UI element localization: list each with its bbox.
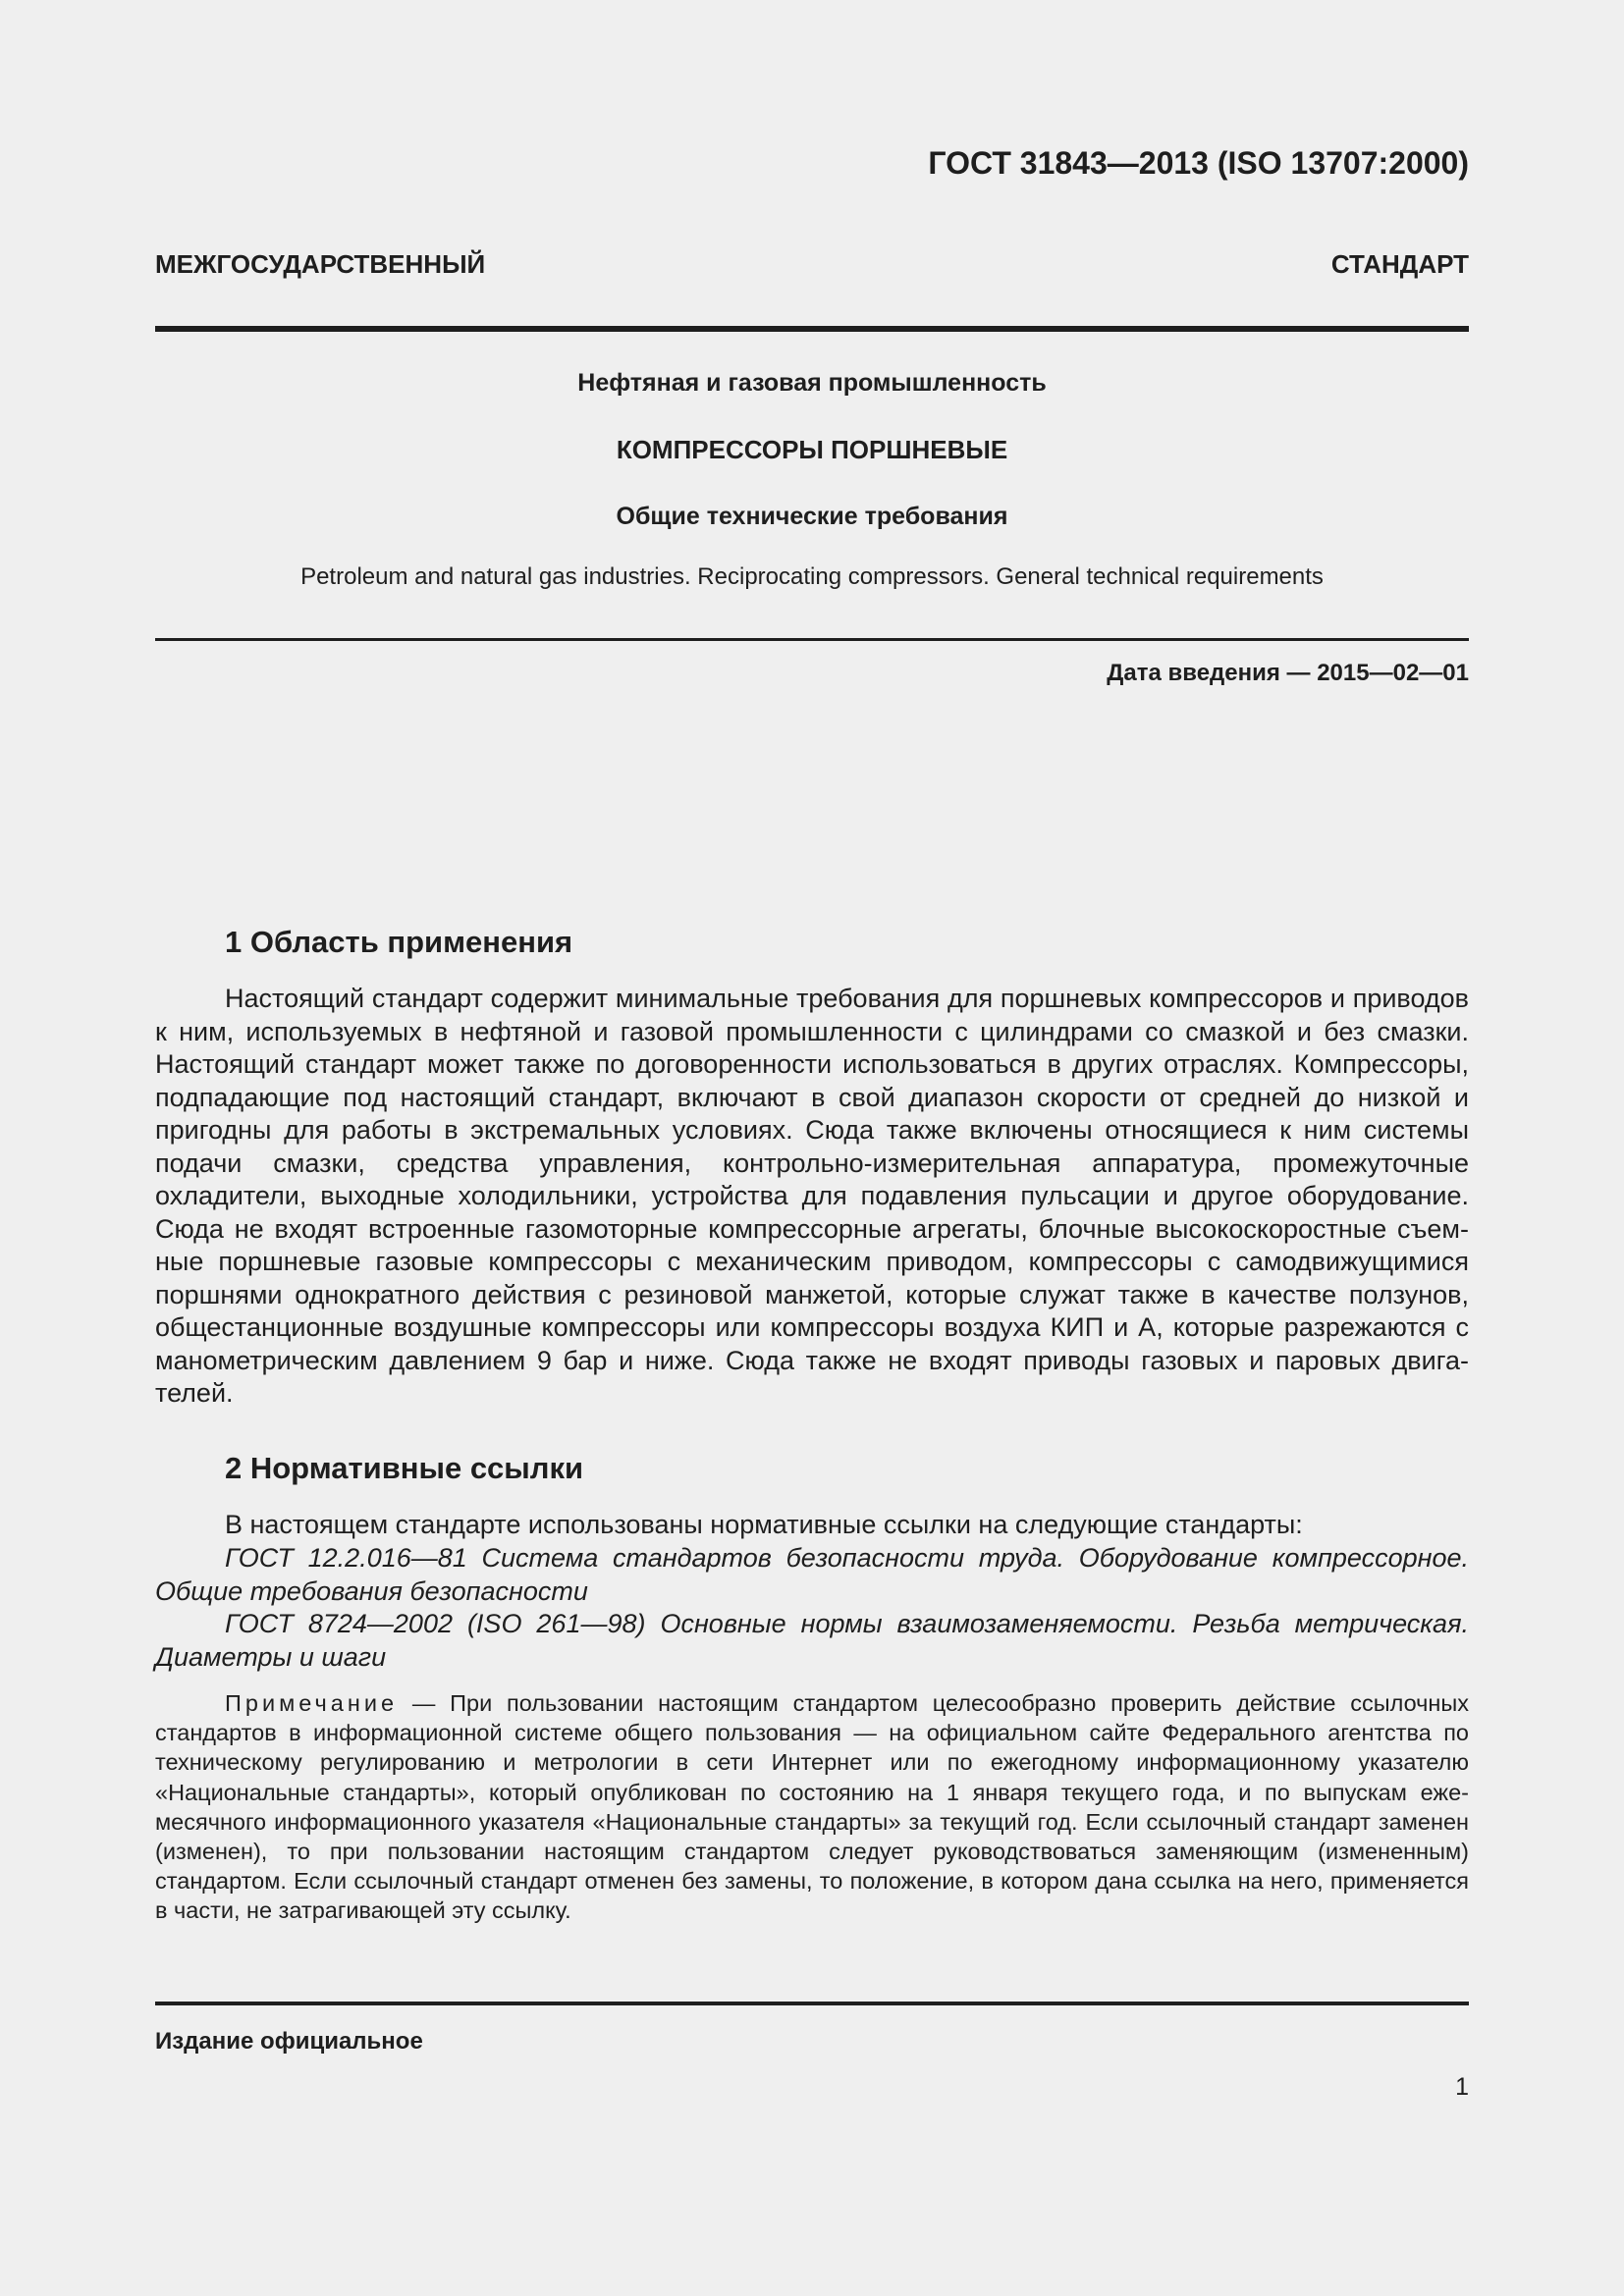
edition-label: Издание официальное	[155, 2028, 423, 2055]
references-intro: В настоящем стандарте использованы нормативные ссылки на следующие стандарты:	[225, 1510, 1303, 1539]
header-rule	[155, 326, 1469, 332]
note-text: — При пользовании настоящим стандартом целесообразно проверить действие ссылочных стандартов в информационной системе общего пользования — на официальном сайте Федерального агентства по техническому регулированию и метрологии в сети Интернет или по ежегодному информационному указателю «Национальные стандарты», который опубликован по состоянию на 1 января текущего года, и по выпускам ежемесячного информационного указателя «Национальные стандарты» за текущий год. Если ссылочный стандарт заменен (изменен), то при пользовании настоящим стандартом следует руководствоваться заменяющим (измененным) стандартом. Если ссылочный стандарт отменен без замены, то положение, в котором дана ссылка на него, применяется в части, не затрагивающей эту ссылку.	[155, 1690, 1469, 1924]
product-title: КОМПРЕССОРЫ ПОРШНЕВЫЕ	[616, 435, 1008, 464]
interstate-standard-banner: МЕЖГОСУДАРСТВЕННЫЙ СТАНДАРТ	[155, 249, 1469, 279]
page-number: 1	[1455, 2073, 1469, 2101]
note-label: Примечание	[225, 1690, 399, 1716]
section-heading-normative-references: 2 Нормативные ссылки	[225, 1451, 584, 1485]
references-note	[155, 1688, 1469, 1926]
footer-rule	[155, 2002, 1469, 2005]
english-title: Petroleum and natural gas industries. Reciprocating compressors. General technical requirements	[300, 563, 1324, 590]
scope-paragraph: Настоящий стандарт содержит минимальные требования для поршневых компрессоров и приводов к ним, используемых в нефтяной и газовой промышленности с цилиндрами со смазкой и без смазки. Настоящий стандарт может также по договоренности использоваться в других отраслях. Компрессоры, подпадающие под настоящий стандарт, включают в свой диапазон скорости от средней до низкой и пригодны для работы в экстремальных условиях. Сюда также включены относящиеся к ним системы подачи смазки, средства управления, контрольно-измерительная аппаратура, промежуточные охладители, выходные холодильники, устройства для подавления пульсации и другое оборудование. Сюда не входят встроенные газомоторные компрессорные агрегаты, блочные высокоскоростные съемные поршневые газовые компрессоры с механическим приводом, компрессоры с самодвижущимися поршнями однократного действия с резиновой манжетой, которые служат также в качестве ползунов, общестанционные воздушные компрессоры или компрессоры воздуха КИП и А, которые разрежаются с манометрическим давлением 9 бар и ниже. Сюда также не входят приводы газовых и паровых двигателей.	[155, 984, 1469, 1408]
section-heading-scope: 1 Область применения	[225, 925, 573, 959]
document-subtitle: Общие технические требования	[616, 503, 1008, 530]
reference-item: ГОСТ 8724—2002 (ISO 261—98) Основные нормы взаимозаменяемости. Резьба метрическая. Диаметры и шаги	[155, 1609, 1469, 1672]
reference-item: ГОСТ 12.2.016—81 Система стандартов безопасности труда. Оборудование компрессорное. Общие требования безопасности	[155, 1543, 1469, 1606]
standard-designation: ГОСТ 31843—2013 (ISO 13707:2000)	[928, 145, 1469, 181]
introduction-date: Дата введения — 2015—02—01	[1107, 660, 1469, 686]
title-rule	[155, 638, 1469, 641]
industry-title: Нефтяная и газовая промышленность	[577, 369, 1047, 397]
